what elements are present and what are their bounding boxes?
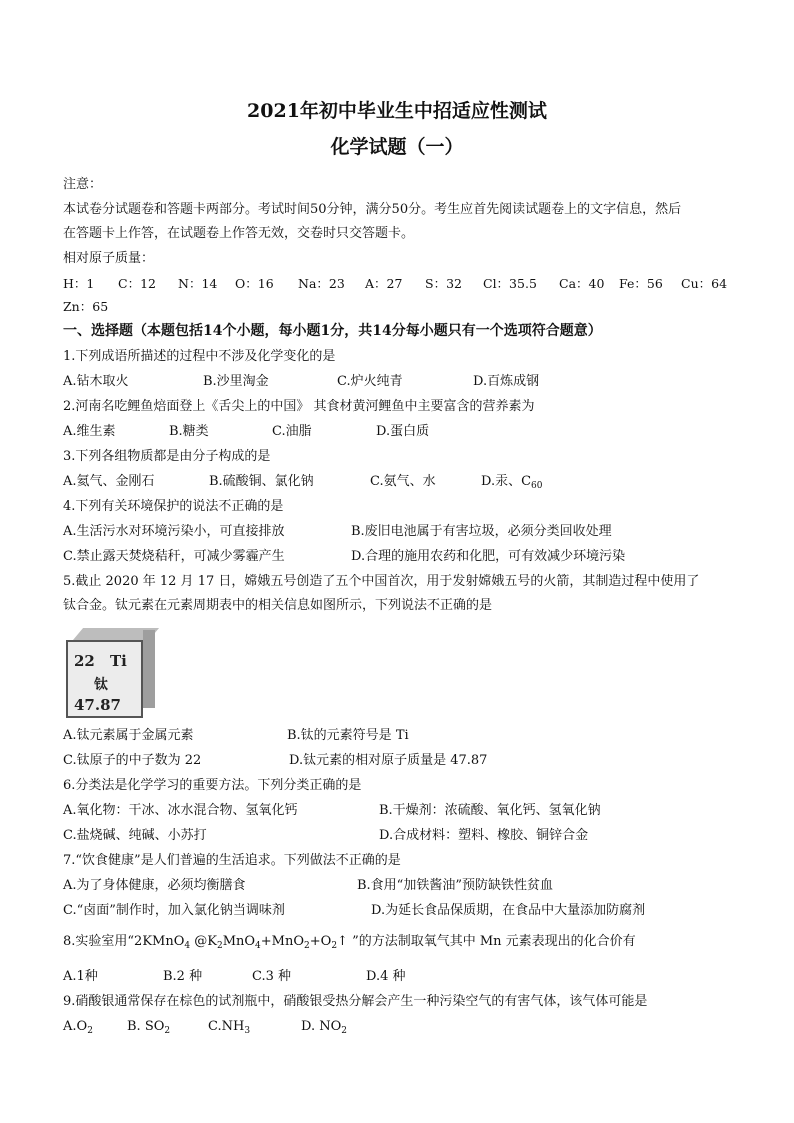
question-5-stem-2: 钛合金。钛元素在元素周期表中的相关信息如图所示，下列说法不正确的是 — [63, 598, 493, 613]
option-b[interactable]: B.2 种 — [163, 969, 203, 984]
mass-item: Cl：35.5 — [483, 276, 537, 291]
question-4-options-ab — [63, 523, 743, 541]
option-a[interactable]: A.1种 — [63, 969, 98, 984]
subscript: 2 — [216, 941, 223, 951]
subscript: 4 — [255, 941, 261, 951]
question-1-stem: 1.下列成语所描述的过程中不涉及化学变化的是 — [63, 349, 336, 364]
stem-text: ↑ ”的方法制取氧气其中 Mn 元素表现出的化合价有 — [337, 934, 636, 949]
atomic-mass: 47.87 — [74, 696, 121, 714]
option-d[interactable] — [301, 1018, 347, 1040]
option-d[interactable]: D.合成材料：塑料、橡胶、铜锌合金 — [379, 828, 589, 843]
notice-line-2: 在答题卡上作答，在试题卷上作答无效，交卷时只交答题卡。 — [63, 226, 415, 241]
element-symbol: Ti — [110, 652, 127, 670]
question-7-options-cd — [63, 902, 743, 920]
section-heading: 一、选择题（本题包括14个小题，每小题1分，共14分每小题只有一个选项符合题意） — [63, 323, 602, 339]
option-b[interactable]: B.沙里淘金 — [203, 374, 269, 389]
subscript: 2 — [87, 1026, 93, 1036]
option-a[interactable]: A.氦气、金刚石 — [63, 474, 155, 489]
stem-text: @K — [190, 934, 217, 949]
subscript: 2 — [164, 1026, 171, 1036]
tile-side-face — [143, 630, 155, 708]
option-d[interactable]: D.合理的施用农药和化肥，可有效减少环境污染 — [351, 549, 626, 564]
mass-item: Ca：40 — [559, 276, 605, 291]
option-a[interactable] — [63, 1018, 93, 1040]
question-6-options-cd — [63, 827, 743, 845]
option-d[interactable]: D.蛋白质 — [376, 424, 430, 439]
option-a-text: A.O — [63, 1019, 88, 1034]
mass-item: H：1 — [63, 276, 95, 291]
option-c[interactable]: C.盐烧碱、纯碱、小苏打 — [63, 828, 207, 843]
question-5-stem-1: 5.截止 2020 年 12 月 17 日，嫦娥五号创造了五个中国首次，用于发射嫦娥五号的火箭，其制造过程中使用了 — [63, 574, 700, 589]
question-4-options-cd — [63, 548, 743, 566]
subscript: 2 — [304, 941, 310, 951]
question-8-options — [63, 968, 743, 986]
option-a[interactable]: A.维生素 — [63, 424, 116, 439]
mass-item: C：12 — [118, 276, 156, 291]
option-d-text: D. NO — [301, 1019, 342, 1034]
option-a[interactable]: A.生活污水对环境污染小，可直接排放 — [63, 524, 285, 539]
option-b[interactable]: B.糖类 — [169, 424, 209, 439]
option-a[interactable]: A.为了身体健康，必须均衡膳食 — [63, 878, 246, 893]
exam-subtitle: 化学试题（一） — [330, 136, 464, 158]
option-c[interactable] — [208, 1018, 250, 1040]
option-d[interactable]: D.钛元素的相对原子质量是 47.87 — [289, 753, 488, 768]
mass-item: N：14 — [178, 276, 218, 291]
mass-item: S：32 — [425, 276, 462, 291]
question-6-options-ab — [63, 802, 743, 820]
option-b[interactable]: B.钛的元素符号是 Ti — [287, 728, 409, 743]
mass-item: Na：23 — [298, 276, 345, 291]
option-c[interactable]: C.钛原子的中子数为 22 — [63, 753, 202, 768]
option-b[interactable]: B.干燥剂：浓硫酸、氧化钙、氢氧化钠 — [379, 803, 601, 818]
option-c[interactable]: C.炉火纯青 — [337, 374, 403, 389]
stem-text: +MnO — [260, 934, 305, 949]
question-9-stem: 9.硝酸银通常保存在棕色的试剂瓶中，硝酸银受热分解会产生一种污染空气的有害气体，该气体可能是 — [63, 994, 648, 1009]
option-c[interactable]: C.氨气、水 — [370, 474, 436, 489]
option-c[interactable]: C.“卤面”制作时，加入氯化钠当调味剂 — [63, 903, 285, 918]
question-9-options — [63, 1018, 743, 1036]
subscript: 4 — [184, 941, 191, 951]
option-d[interactable] — [481, 473, 543, 495]
option-b[interactable]: B.食用“加铁酱油”预防缺铁性贫血 — [357, 878, 553, 893]
atomic-mass-label: 相对原子质量： — [63, 251, 155, 266]
stem-text: 8.实验室用“2KMnO — [63, 934, 185, 949]
subscript: 3 — [244, 1026, 251, 1036]
question-7-options-ab — [63, 877, 743, 895]
option-b-text: B. SO — [127, 1019, 165, 1034]
tile-front-face — [66, 640, 143, 718]
option-a[interactable]: A.钻木取火 — [63, 374, 129, 389]
notice-line-1: 本试卷分试题卷和答题卡两部分。考试时间50分钟，满分50分。考生应首先阅读试题卷上的文字信息，然后 — [63, 202, 682, 217]
option-b[interactable]: B.硫酸铜、氯化钠 — [209, 474, 314, 489]
question-7-stem: 7.“饮食健康”是人们普遍的生活追求。下列做法不正确的是 — [63, 853, 401, 868]
exam-title: 2021年初中毕业生中招适应性测试 — [247, 100, 547, 122]
option-b[interactable] — [127, 1018, 170, 1040]
option-c[interactable]: C.3 种 — [252, 969, 292, 984]
question-3-stem: 3.下列各组物质都是由分子构成的是 — [63, 449, 271, 464]
question-1-options — [63, 373, 743, 391]
question-2-options — [63, 423, 743, 441]
option-b[interactable]: B.废旧电池属于有害垃圾，必须分类回收处理 — [351, 524, 612, 539]
option-d[interactable]: D.4 种 — [366, 969, 406, 984]
question-8-stem — [63, 933, 636, 955]
element-name: 钛 — [94, 677, 108, 693]
option-a[interactable]: A.氧化物：干冰、冰水混合物、氢氧化钙 — [63, 803, 298, 818]
mass-item: Cu：64 — [681, 276, 728, 291]
subscript: 2 — [331, 941, 338, 951]
option-c-text: C.NH — [208, 1019, 245, 1034]
question-5-options-ab — [63, 727, 743, 745]
option-c[interactable]: C.油脂 — [272, 424, 312, 439]
titanium-element-tile — [63, 628, 155, 720]
option-c[interactable]: C.禁止露天焚烧秸秆，可减少雾霾产生 — [63, 549, 285, 564]
question-3-options — [63, 473, 743, 491]
mass-item: Zn：65 — [63, 299, 109, 314]
notice-label: 注意： — [63, 177, 103, 192]
mass-item: Fe：56 — [619, 276, 663, 291]
stem-text: MnO — [222, 934, 256, 949]
stem-text: +O — [309, 934, 332, 949]
subscript: 60 — [531, 481, 543, 491]
question-4-stem: 4.下列有关环境保护的说法不正确的是 — [63, 499, 284, 514]
mass-item: A：27 — [365, 276, 403, 291]
question-6-stem: 6.分类法是化学学习的重要方法。下列分类正确的是 — [63, 778, 362, 793]
option-a[interactable]: A.钛元素属于金属元素 — [63, 728, 194, 743]
question-5-options-cd — [63, 752, 743, 770]
atomic-mass-list — [63, 274, 733, 292]
option-d[interactable]: D.为延长食品保质期，在食品中大量添加防腐剂 — [371, 903, 646, 918]
question-2-stem: 2.河南名吃鲤鱼焙面登上《舌尖上的中国》 其食材黄河鲤鱼中主要富含的营养素为 — [63, 399, 535, 414]
mass-item: O：16 — [235, 276, 274, 291]
atomic-number: 22 — [74, 652, 95, 670]
subscript: 2 — [341, 1026, 347, 1036]
option-d-text: D.汞、C — [481, 474, 532, 489]
option-d[interactable]: D.百炼成钢 — [473, 374, 540, 389]
